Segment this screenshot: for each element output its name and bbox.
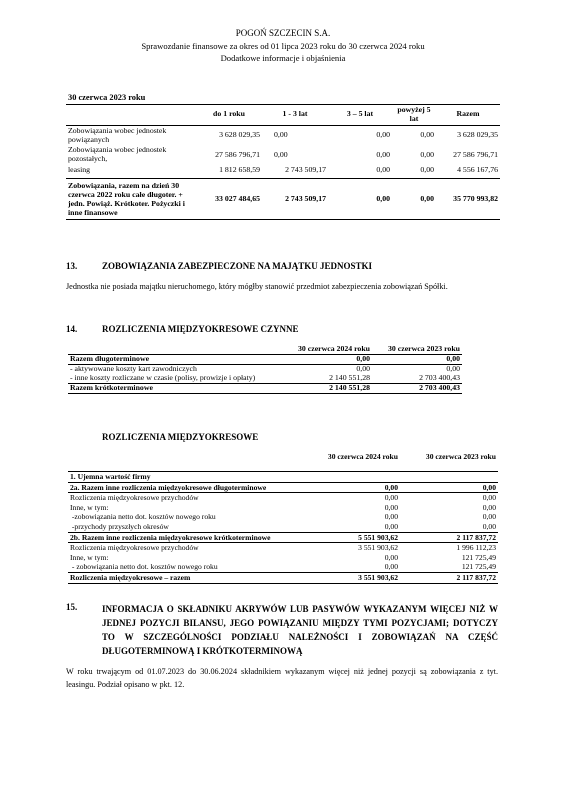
- header-blank: [68, 452, 308, 462]
- col-header: 30 czerwca 2024 roku: [284, 345, 372, 354]
- table-total-row: [66, 179, 500, 220]
- cell: 0,00: [384, 552, 398, 562]
- table-row: [68, 472, 498, 483]
- cell: 2 117 837,72: [400, 573, 498, 584]
- company-name: POGOŃ SZCZECIN S.A.: [235, 28, 331, 38]
- cell: 1 996 112,23: [456, 543, 496, 553]
- table-period-row: [66, 92, 500, 104]
- cell: 2 140 551,28: [284, 383, 372, 393]
- row-label: leasing: [66, 165, 196, 178]
- row-label: - zobowiązania netto dot. kosztów nowego roku: [68, 562, 308, 572]
- table-row: [68, 553, 498, 563]
- cell: 121 725,49: [400, 562, 498, 572]
- cell: [308, 472, 400, 483]
- table-period: 30 czerwca 2023 roku: [66, 92, 500, 104]
- cell: 0,00: [482, 493, 496, 503]
- cell: 0,00: [482, 512, 496, 522]
- cell: 0,00: [400, 522, 498, 532]
- row-label: Rozliczenia międzyokresowe przychodów: [70, 493, 199, 503]
- col-header-label: powyżej 5 lat: [397, 104, 431, 123]
- cell: 2 703 400,43: [372, 383, 462, 393]
- cell: 0,00: [384, 512, 398, 522]
- report-title: Sprawozdanie finansowe za okres od 01 lipca 2023 roku do 30 czerwca 2024 roku: [141, 41, 425, 51]
- spacer-row: [68, 462, 498, 472]
- cell: 5 551 903,62: [308, 532, 400, 543]
- row-label: Rozliczenia międzyokresowe przychodów: [70, 543, 199, 553]
- table-row: [68, 543, 498, 553]
- row-label: Zobowiązania wobec jednostek powiązanych: [68, 125, 167, 144]
- section-13-title: ZOBOWIĄZANIA ZABEZPIECZONE NA MAJĄTKU JEDNOSTKI: [102, 261, 373, 271]
- row-label: - aktywowane koszty kart zawodniczych: [70, 363, 197, 373]
- table-header-row: [66, 104, 500, 125]
- accruals-table: [68, 452, 498, 584]
- row-label: Razem krótkoterminowe: [68, 383, 284, 393]
- total-label: Zobowiązania, razem na dzień 30 czerwca 2022 roku całe długoter. + jedn. Powiąż. Krótkoter. Pożyczki i inne finansowe: [66, 179, 196, 220]
- cell: 0,00: [420, 130, 434, 140]
- col-header: 3 – 5 lat: [328, 104, 392, 125]
- table-row: [68, 383, 462, 393]
- col-header: do 1 roku: [196, 104, 262, 125]
- table-row: [68, 503, 498, 513]
- row-label: -zobowiązania netto dot. kosztów nowego roku: [70, 512, 216, 522]
- section-15-text: W roku trwającym od 01.07.2023 do 30.06.2024 składnikiem wykazanym więcej niż jednej pozycji są zobowiązania z tyt. leasingu. Podział opisano w pkt. 12.: [66, 667, 498, 689]
- cell: 2 743 509,17: [262, 179, 328, 220]
- cell: 0,00: [328, 165, 392, 178]
- table-row: [68, 532, 498, 543]
- report-subtitle: Dodatkowe informacje i objaśnienia: [220, 53, 346, 63]
- section-13-number: 13.: [66, 261, 78, 271]
- section-15-title: INFORMACJA O SKŁADNIKU AKRYWÓW LUB PASYWÓW WYKAZANYM WIĘCEJ NIŻ W JEDNEJ POZYCJI BILANSU, JEGO POWIĄZANIU MIĘDZY TYMI POZYCJAMI; DOTYCZY TO W SZCZEGÓLNOŚCI PODZIAŁU NALEŻNOŚCI I ZOBOWIĄZAŃ NA CZĘŚĆ DŁUGOTERMINOWĄ I KRÓTKOTERMINOWĄ: [102, 604, 498, 656]
- table-row: [68, 562, 498, 572]
- col-header: 1 - 3 lat: [262, 104, 328, 125]
- cell: 3 551 903,62: [308, 573, 400, 584]
- cell: 33 027 484,65: [196, 179, 262, 220]
- cell: 0,00: [392, 165, 436, 178]
- cell: 0,00: [446, 363, 460, 373]
- section-14-title: ROZLICZENIA MIĘDZYOKRESOWE CZYNNE: [102, 324, 299, 334]
- table-row: [66, 145, 500, 165]
- cell: 0,00: [308, 562, 400, 572]
- cell: 2 140 551,28: [284, 374, 372, 383]
- table-row: [66, 125, 500, 145]
- cell: 0,00: [376, 149, 390, 159]
- cell: 0,00: [420, 149, 434, 159]
- cell: 3 628 029,35: [457, 130, 499, 140]
- cell: 0,00: [384, 493, 398, 503]
- cell: 0,00: [328, 179, 392, 220]
- cell: 1 812 658,59: [196, 165, 262, 178]
- row-label: Rozliczenia międzyokresowe – razem: [68, 573, 308, 584]
- cell: 0,00: [376, 130, 390, 140]
- cell: 0,00: [384, 502, 398, 512]
- cell: 35 770 993,82: [436, 179, 500, 220]
- prepayments-table: [68, 345, 462, 394]
- cell: 4 556 167,76: [436, 165, 500, 178]
- cell: 0,00: [308, 522, 400, 532]
- accruals-title: ROZLICZENIA MIĘDZYOKRESOWE: [102, 432, 259, 442]
- cell: 0,00: [482, 502, 496, 512]
- cell: 0,00: [400, 482, 498, 493]
- table-row: [68, 354, 462, 364]
- cell: 0,00: [274, 130, 288, 140]
- row-label: - inne koszty rozliczane w czasie (polisy, prowizje i opłaty): [68, 374, 284, 383]
- row-label: Zobowiązania wobec jednostek pozostałych,: [68, 145, 167, 164]
- row-label: 2b. Razem inne rozliczenia międzyokresowe krótkoterminowe: [68, 532, 308, 543]
- cell: 0,00: [308, 482, 400, 493]
- row-label: 1. Ujemna wartość firmy: [68, 472, 308, 483]
- table-total-row: [68, 573, 498, 584]
- row-label: Inne, w tym:: [70, 552, 109, 562]
- table-row: [68, 482, 498, 493]
- cell: 0,00: [372, 354, 462, 364]
- cell: 2 117 837,72: [400, 532, 498, 543]
- liabilities-maturity-table: [66, 92, 500, 220]
- section-15-number: 15.: [66, 602, 78, 612]
- cell: 27 586 796,71: [215, 149, 260, 159]
- row-label: 2a. Razem inne rozliczenia międzyokresowe długoterminowe: [68, 482, 308, 493]
- col-header: 30 czerwca 2023 roku: [372, 345, 462, 354]
- row-label: -przychody przyszłych okresów: [68, 522, 308, 532]
- cell: 3 628 029,35: [219, 130, 260, 140]
- cell: 0,00: [274, 149, 288, 159]
- header-blank: [66, 104, 196, 125]
- cell: 2 703 400,43: [372, 374, 462, 383]
- cell: 2 743 509,17: [262, 165, 328, 178]
- table-row: [68, 512, 498, 522]
- row-label: Razem długoterminowe: [68, 354, 284, 364]
- cell: 0,00: [284, 354, 372, 364]
- cell: [400, 472, 498, 483]
- col-header: Razem: [436, 104, 500, 125]
- col-header: 30 czerwca 2024 roku: [327, 452, 398, 461]
- cell: 3 551 903,62: [358, 543, 398, 553]
- section-13-text: Jednostka nie posiada majątku nieruchomego, który mógłby stanowić przedmiot zabezpieczenia zobowiązań Spółki.: [66, 282, 448, 291]
- table-row: [68, 374, 462, 383]
- cell: 0,00: [392, 179, 436, 220]
- col-header: 30 czerwca 2023 roku: [425, 452, 496, 461]
- cell: 0,00: [356, 363, 370, 373]
- col-header: [392, 104, 436, 125]
- cell: 27 586 796,71: [453, 149, 499, 159]
- table-row: [68, 522, 498, 532]
- table-row: [66, 165, 500, 178]
- cell: 121 725,49: [461, 552, 496, 562]
- row-label: Inne, w tym:: [70, 502, 109, 512]
- table-row: [68, 493, 498, 503]
- table-header-row: [68, 452, 498, 462]
- section-14-number: 14.: [66, 324, 78, 334]
